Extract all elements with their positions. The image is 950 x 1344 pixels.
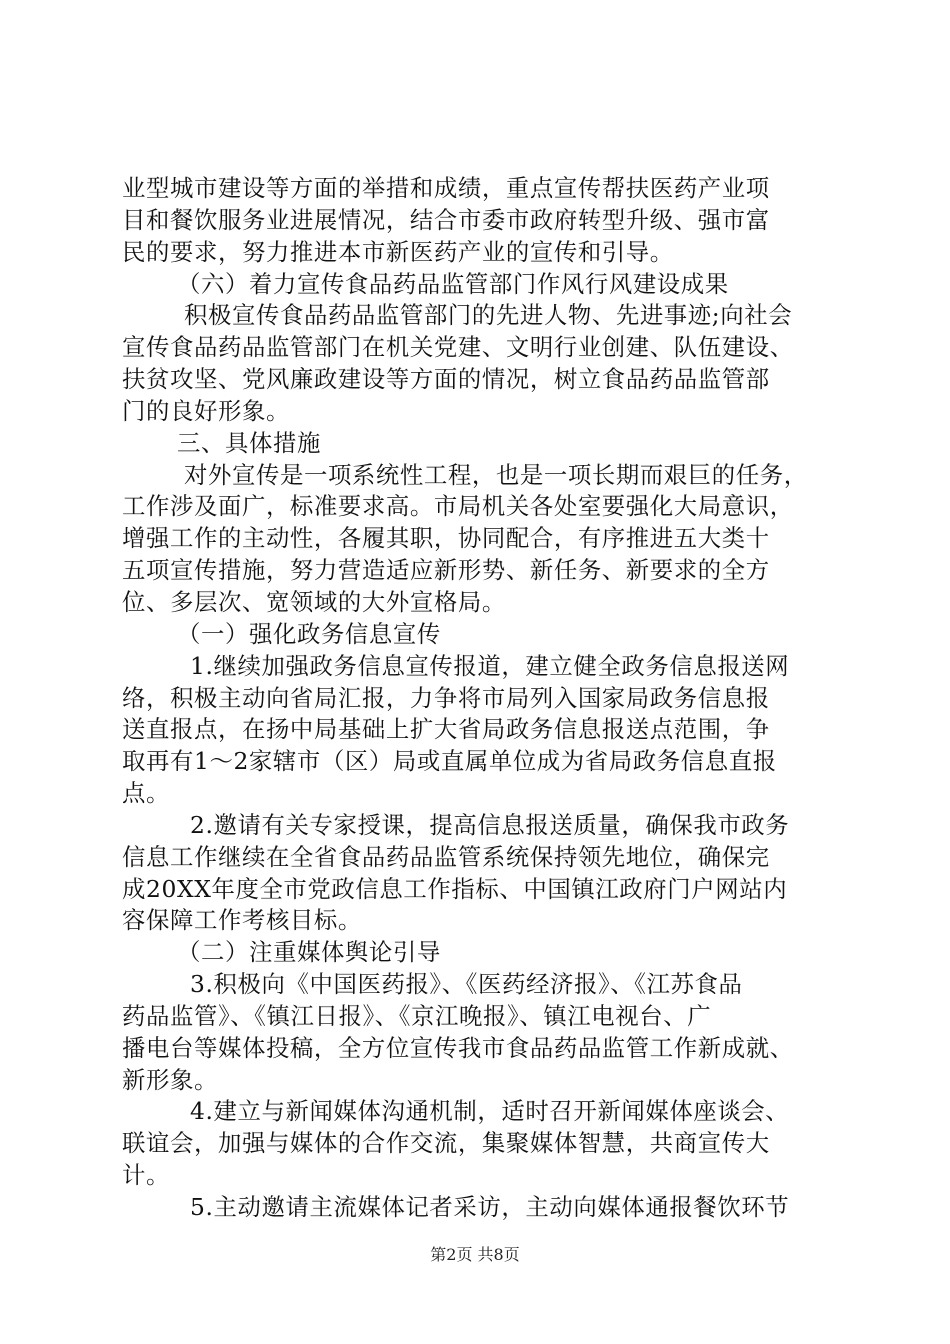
body-line: 新形象。 [122,1065,218,1094]
body-line: 扶贫攻坚、党风廉政建设等方面的情况，树立食品药品监管部 [122,365,770,394]
body-line: 业型城市建设等方面的举措和成绩，重点宣传帮扶医药产业项 [122,174,770,202]
body-line: 计。 [122,1161,170,1190]
body-line: 位、多层次、宽领域的大外宣格局。 [122,587,506,616]
body-line: 容保障工作考核目标。 [122,906,362,935]
body-line: 民的要求，努力推进本市新医药产业的宣传和引导。 [122,237,674,266]
section-heading: （六）着力宣传食品药品监管部门作风行风建设成果 [177,269,729,298]
body-line: 送直报点，在扬中局基础上扩大省局政务信息报送点范围，争 [122,715,770,744]
section-heading: （二）注重媒体舆论引导 [177,938,441,967]
body-line: 工作涉及面广，标准要求高。市局机关各处室要强化大局意识， [122,492,794,521]
list-item: 2.邀请有关专家授课，提高信息报送质量，确保我市政务 [190,810,790,839]
body-line: 对外宣传是一项系统性工程，也是一项长期而艰巨的任务， [184,460,808,489]
body-line: 目和餐饮服务业进展情况，结合市委市政府转型升级、强市富 [122,205,770,234]
body-line: 增强工作的主动性，各履其职，协同配合，有序推进五大类十 [122,524,770,553]
body-line: 播电台等媒体投稿，全方位宣传我市食品药品监管工作新成就、 [122,1033,794,1062]
body-line: 取再有1～2家辖市（区）局或直属单位成为省局政务信息直报 [122,747,777,776]
body-line: 宣传食品药品监管部门在机关党建、文明行业创建、队伍建设、 [122,333,794,362]
section-heading: 三、具体措施 [177,428,321,457]
document-body [122,173,834,1224]
section-heading: （一）强化政务信息宣传 [177,619,441,648]
page-number-footer: 第2页 共8页 [430,1245,520,1264]
body-line: 成20XX年度全市党政信息工作指标、中国镇江政府门户网站内 [122,874,788,903]
list-item: 1.继续加强政务信息宣传报道，建立健全政务信息报送网 [190,651,790,680]
body-line: 信息工作继续在全省食品药品监管系统保持领先地位，确保完 [122,842,770,871]
list-item: 5.主动邀请主流媒体记者采访，主动向媒体通报餐饮环节 [190,1193,790,1221]
body-line: 积极宣传食品药品监管部门的先进人物、先进事迹;向社会 [184,301,793,330]
body-line: 门的良好形象。 [122,396,290,425]
body-line: 络，积极主动向省局汇报，力争将市局列入国家局政务信息报 [122,683,770,712]
list-item: 3.积极向《中国医药报》、《医药经济报》、《江苏食品 [190,970,743,999]
body-line: 药品监管》、《镇江日报》、《京江晚报》、镇江电视台、广 [122,1001,712,1030]
body-line: 联谊会，加强与媒体的合作交流，集聚媒体智慧，共商宣传大 [122,1129,770,1158]
list-item: 4.建立与新闻媒体沟通机制，适时召开新闻媒体座谈会、 [190,1097,790,1126]
body-line: 五项宣传措施，努力营造适应新形势、新任务、新要求的全方 [122,556,770,585]
body-line: 点。 [122,779,170,808]
